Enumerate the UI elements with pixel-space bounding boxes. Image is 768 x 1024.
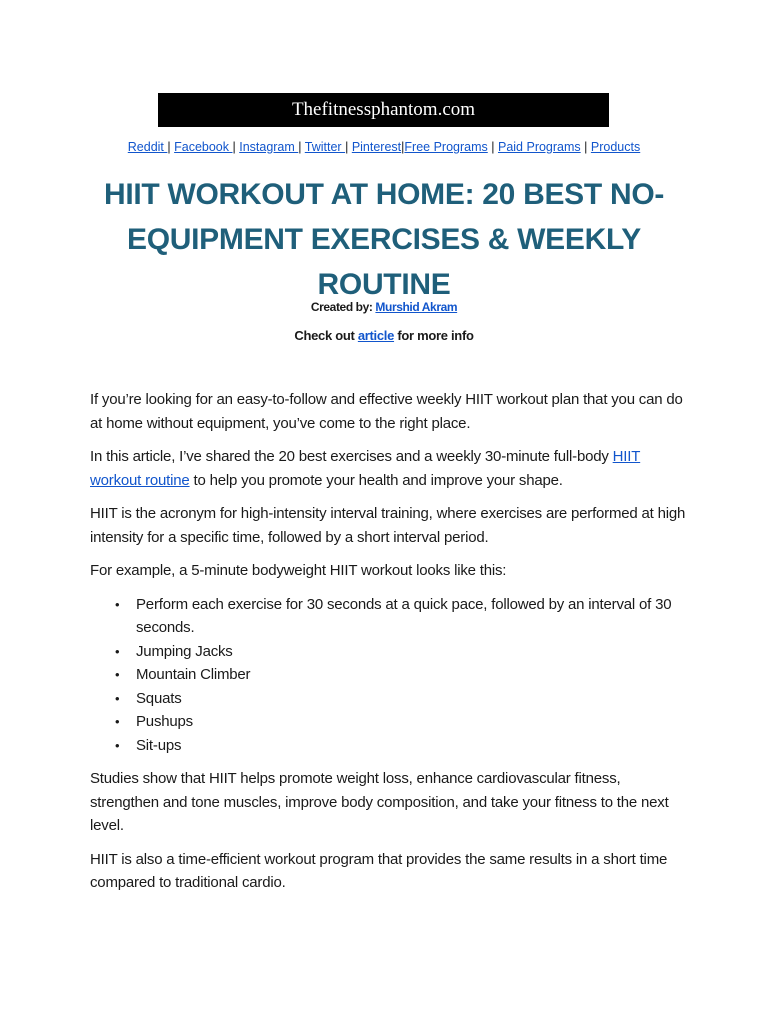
paragraph-text: In this article, I’ve shared the 20 best exercises and a weekly 30-minute full-body bbox=[90, 448, 613, 465]
bullet-icon: • bbox=[115, 596, 120, 612]
link-separator: | bbox=[167, 140, 171, 154]
link-separator: | bbox=[298, 140, 302, 154]
list-item bbox=[115, 640, 690, 664]
paragraph-definition: HIIT is the acronym for high-intensity interval training, where exercises are performed at high intensity for a specific time, followed by a short interval period. bbox=[90, 505, 686, 546]
list-item-text: Jumping Jacks bbox=[136, 642, 233, 660]
link-separator: | bbox=[401, 140, 405, 154]
link-pinterest[interactable]: Pinterest bbox=[351, 140, 402, 154]
author-link[interactable]: Murshid Akram bbox=[375, 300, 458, 314]
site-banner bbox=[158, 93, 609, 127]
paragraph-article bbox=[90, 445, 690, 492]
list-item bbox=[115, 663, 690, 687]
list-item bbox=[115, 593, 690, 640]
link-free-programs[interactable]: Free Programs bbox=[404, 140, 488, 154]
link-reddit[interactable]: Reddit bbox=[127, 140, 168, 154]
list-item bbox=[115, 687, 690, 711]
list-item-text: Perform each exercise for 30 seconds at a quick pace, followed by an interval of 30 seconds. bbox=[136, 595, 672, 636]
list-item-text: Sit-ups bbox=[136, 736, 182, 754]
bullet-icon: • bbox=[115, 714, 120, 729]
site-name: Thefitnessphantom.com bbox=[291, 99, 476, 120]
list-item-text: Mountain Climber bbox=[136, 666, 251, 683]
list-item bbox=[115, 710, 690, 734]
link-products[interactable]: Products bbox=[590, 140, 641, 154]
link-separator: | bbox=[491, 140, 495, 154]
hiit-routine-link[interactable]: HIIT workout routine bbox=[90, 448, 641, 489]
article-link[interactable]: article bbox=[357, 328, 395, 343]
social-links-bar bbox=[0, 140, 768, 154]
bullet-icon: • bbox=[115, 737, 120, 753]
link-separator: | bbox=[584, 140, 588, 154]
list-item-text: Pushups bbox=[136, 713, 193, 730]
link-instagram[interactable]: Instagram bbox=[239, 140, 299, 154]
bullet-icon: • bbox=[115, 643, 120, 659]
byline bbox=[0, 300, 768, 314]
paragraph-studies: Studies show that HIIT helps promote weight loss, enhance cardiovascular fitness, strengthen and tone muscles, improve body composition, and take your fitness to the next level. bbox=[90, 770, 669, 834]
paragraph-text: to help you promote your health and improve your shape. bbox=[189, 471, 563, 489]
list-item bbox=[115, 734, 690, 758]
byline-prefix: Created by: bbox=[310, 300, 376, 314]
exercise-list bbox=[90, 593, 690, 758]
checkout-prefix: Check out bbox=[294, 328, 358, 343]
checkout-line bbox=[0, 328, 768, 343]
paragraph-intro: If you’re looking for an easy-to-follow and effective weekly HIIT workout plan that you can do at home without equipment, you’ve come to the right place. bbox=[90, 391, 683, 432]
link-twitter[interactable]: Twitter bbox=[304, 140, 346, 154]
bullet-icon: • bbox=[115, 667, 120, 682]
link-facebook[interactable]: Facebook bbox=[174, 140, 233, 154]
paragraph-efficiency: HIIT is also a time-efficient workout program that provides the same results in a short time compared to traditional cardio. bbox=[90, 850, 668, 891]
link-separator: | bbox=[232, 140, 236, 154]
paragraph-example: For example, a 5-minute bodyweight HIIT workout looks like this: bbox=[90, 562, 507, 579]
article-body bbox=[90, 388, 690, 905]
link-separator: | bbox=[345, 140, 349, 154]
link-paid-programs[interactable]: Paid Programs bbox=[497, 140, 581, 154]
checkout-suffix: for more info bbox=[394, 328, 474, 343]
page-title: HIIT WORKOUT AT HOME: 20 BEST NO-EQUIPMENT EXERCISES & WEEKLY ROUTINE bbox=[103, 178, 665, 301]
bullet-icon: • bbox=[115, 690, 120, 706]
list-item-text: Squats bbox=[136, 689, 182, 707]
